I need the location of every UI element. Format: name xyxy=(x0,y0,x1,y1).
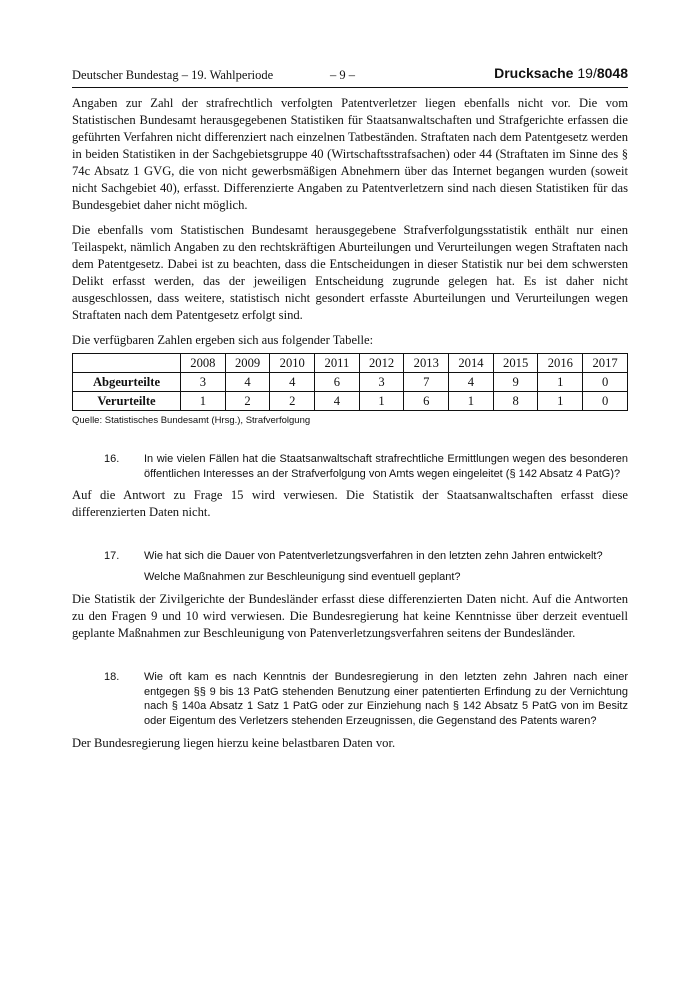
table-row xyxy=(73,373,628,392)
table-cell: 1 xyxy=(538,373,583,392)
paragraph-2: Die ebenfalls vom Statistischen Bundesamt herausgegebene Strafverfolgungsstatistik enthält nur einen Teilaspekt, nämlich Angaben zu den rechtskräftigen Aburteilungen und Verurteilungen wegen Straftaten nach dem Patentgesetz. Dabei ist zu beachten, dass die Entscheidungen in dieser Statistik nur bei dem schwersten Delikt erfasst werden, das der jeweiligen Entscheidung zugrunde gelegen hat. Es ist daher nicht ausgeschlossen, dass weitere, statistisch nicht gesondert erfasste Aburteilungen und Verurteilungen wegen Straftaten nach dem Patentgesetz erfolgt sind. xyxy=(72,223,628,322)
table-cell: 1 xyxy=(359,392,404,411)
table-cell: 4 xyxy=(225,373,270,392)
row-label: Verurteilte xyxy=(73,392,181,411)
table-cell: 0 xyxy=(583,373,628,392)
year-header: 2010 xyxy=(270,354,315,373)
question-number: 18. xyxy=(104,671,120,683)
row-label: Abgeurteilte xyxy=(73,373,181,392)
question-number: 16. xyxy=(104,453,120,465)
table-cell: 6 xyxy=(315,373,360,392)
answer-18: Der Bundesregierung liegen hierzu keine belastbaren Daten vor. xyxy=(72,736,396,750)
table-cell: 1 xyxy=(181,392,226,411)
table-cell: 4 xyxy=(270,373,315,392)
year-header: 2017 xyxy=(583,354,628,373)
year-header: 2016 xyxy=(538,354,583,373)
year-header: 2013 xyxy=(404,354,449,373)
table-cell: 3 xyxy=(359,373,404,392)
year-header: 2012 xyxy=(359,354,404,373)
table-row xyxy=(73,392,628,411)
year-header: 2015 xyxy=(493,354,538,373)
paragraph-3: Die verfügbaren Zahlen ergeben sich aus folgender Tabelle: xyxy=(72,333,374,347)
question-text: Wie hat sich die Dauer von Patentverletzungsverfahren in den letzten zehn Jahren entwickelt? xyxy=(144,550,603,562)
table-cell: 7 xyxy=(404,373,449,392)
answer-17: Die Statistik der Zivilgerichte der Bundesländer erfasst diese differenzierten Daten nicht. Auf die Antworten zu den Fragen 9 und 10 wird verwiesen. Die Bundesregierung hat keine Kenntnisse über derzeit eventuell geplante Maßnahmen zur Beschleunigung von Patenverletzungsverfahren seitens der Bundesländer. xyxy=(72,592,628,640)
page-content xyxy=(72,95,628,752)
table-cell: 4 xyxy=(315,392,360,411)
question-text: In wie vielen Fällen hat die Staatsanwaltschaft strafrechtliche Ermittlungen wegen des besonderen öffentlichen Interesses an der Strafverfolgung von Amts wegen eingeleitet (§ 142 Absatz 4 PatG)? xyxy=(144,453,628,480)
table-header-row xyxy=(73,354,628,373)
table-cell: 0 xyxy=(583,392,628,411)
parliament-label: Deutscher Bundestag – 19. Wahlperiode xyxy=(72,68,274,82)
question-18 xyxy=(104,670,628,728)
header-rule xyxy=(72,87,628,88)
page-header xyxy=(72,65,628,87)
table-cell: 3 xyxy=(181,373,226,392)
answer-16: Auf die Antwort zu Frage 15 wird verwiesen. Die Statistik der Staatsanwaltschaften erfasst diese differenzierten Daten nicht. xyxy=(72,488,628,519)
table-cell: 1 xyxy=(538,392,583,411)
question-16 xyxy=(104,452,628,481)
table-cell: 9 xyxy=(493,373,538,392)
table-corner-cell xyxy=(73,354,181,373)
table-cell: 8 xyxy=(493,392,538,411)
table-cell: 4 xyxy=(449,373,494,392)
page-number: – 9 – xyxy=(330,68,355,82)
table-source: Quelle: Statistisches Bundesamt (Hrsg.), Strafverfolgung xyxy=(72,415,311,426)
doc-number-prefix: 19/ xyxy=(577,65,597,81)
document-number xyxy=(494,65,628,81)
doc-label: Drucksache xyxy=(494,65,574,81)
table-cell: 6 xyxy=(404,392,449,411)
year-header: 2011 xyxy=(315,354,360,373)
year-header: 2014 xyxy=(449,354,494,373)
doc-number-suffix: 8048 xyxy=(596,65,628,81)
table-cell: 2 xyxy=(225,392,270,411)
table-cell: 2 xyxy=(270,392,315,411)
question-text-2: Welche Maßnahmen zur Beschleunigung sind eventuell geplant? xyxy=(144,570,461,583)
table-cell: 1 xyxy=(449,392,494,411)
question-number: 17. xyxy=(104,550,120,562)
year-header: 2008 xyxy=(181,354,226,373)
statistics-table xyxy=(72,353,628,411)
year-header: 2009 xyxy=(225,354,270,373)
question-17 xyxy=(104,549,628,584)
paragraph-1: Angaben zur Zahl der strafrechtlich verfolgten Patentverletzer liegen ebenfalls nicht vor. Die vom Statistischen Bundesamt herausgegebenen Statistiken für Staatsanwaltschaften und Strafgerichte erfassen die geführten Verfahren nicht differenziert nach einzelnen Tatbeständen. Straftaten nach dem Patentgesetz werden in beiden Statistiken in der Sachgebietsgruppe 40 (Wirtschaftsstrafsachen) oder 44 (Straftaten im Sinne des § 74c Absatz 1 GVG, die von nicht gewerbsmäßigen Abnehmern über das Internet begangen wurden (soweit nicht Sachgebiet 40), erfasst. Differenzierte Angaben zu Patentverletzern sind nach diesen Statistiken für das Bundesgebiet daher nicht möglich. xyxy=(72,96,628,212)
question-text: Wie oft kam es nach Kenntnis der Bundesregierung in den letzten zehn Jahren nach einer entgegen §§ 9 bis 13 PatG stehenden Benutzung einer patentierten Erfindung zu der Vernichtung nach § 140a Absatz 1 Satz 1 PatG oder zur Einziehung nach § 142 Absatz 5 PatG von im Besitz oder Eigentum des Verletzers stehenden Erzeugnissen, die Gegenstand des Patents waren? xyxy=(144,671,628,727)
